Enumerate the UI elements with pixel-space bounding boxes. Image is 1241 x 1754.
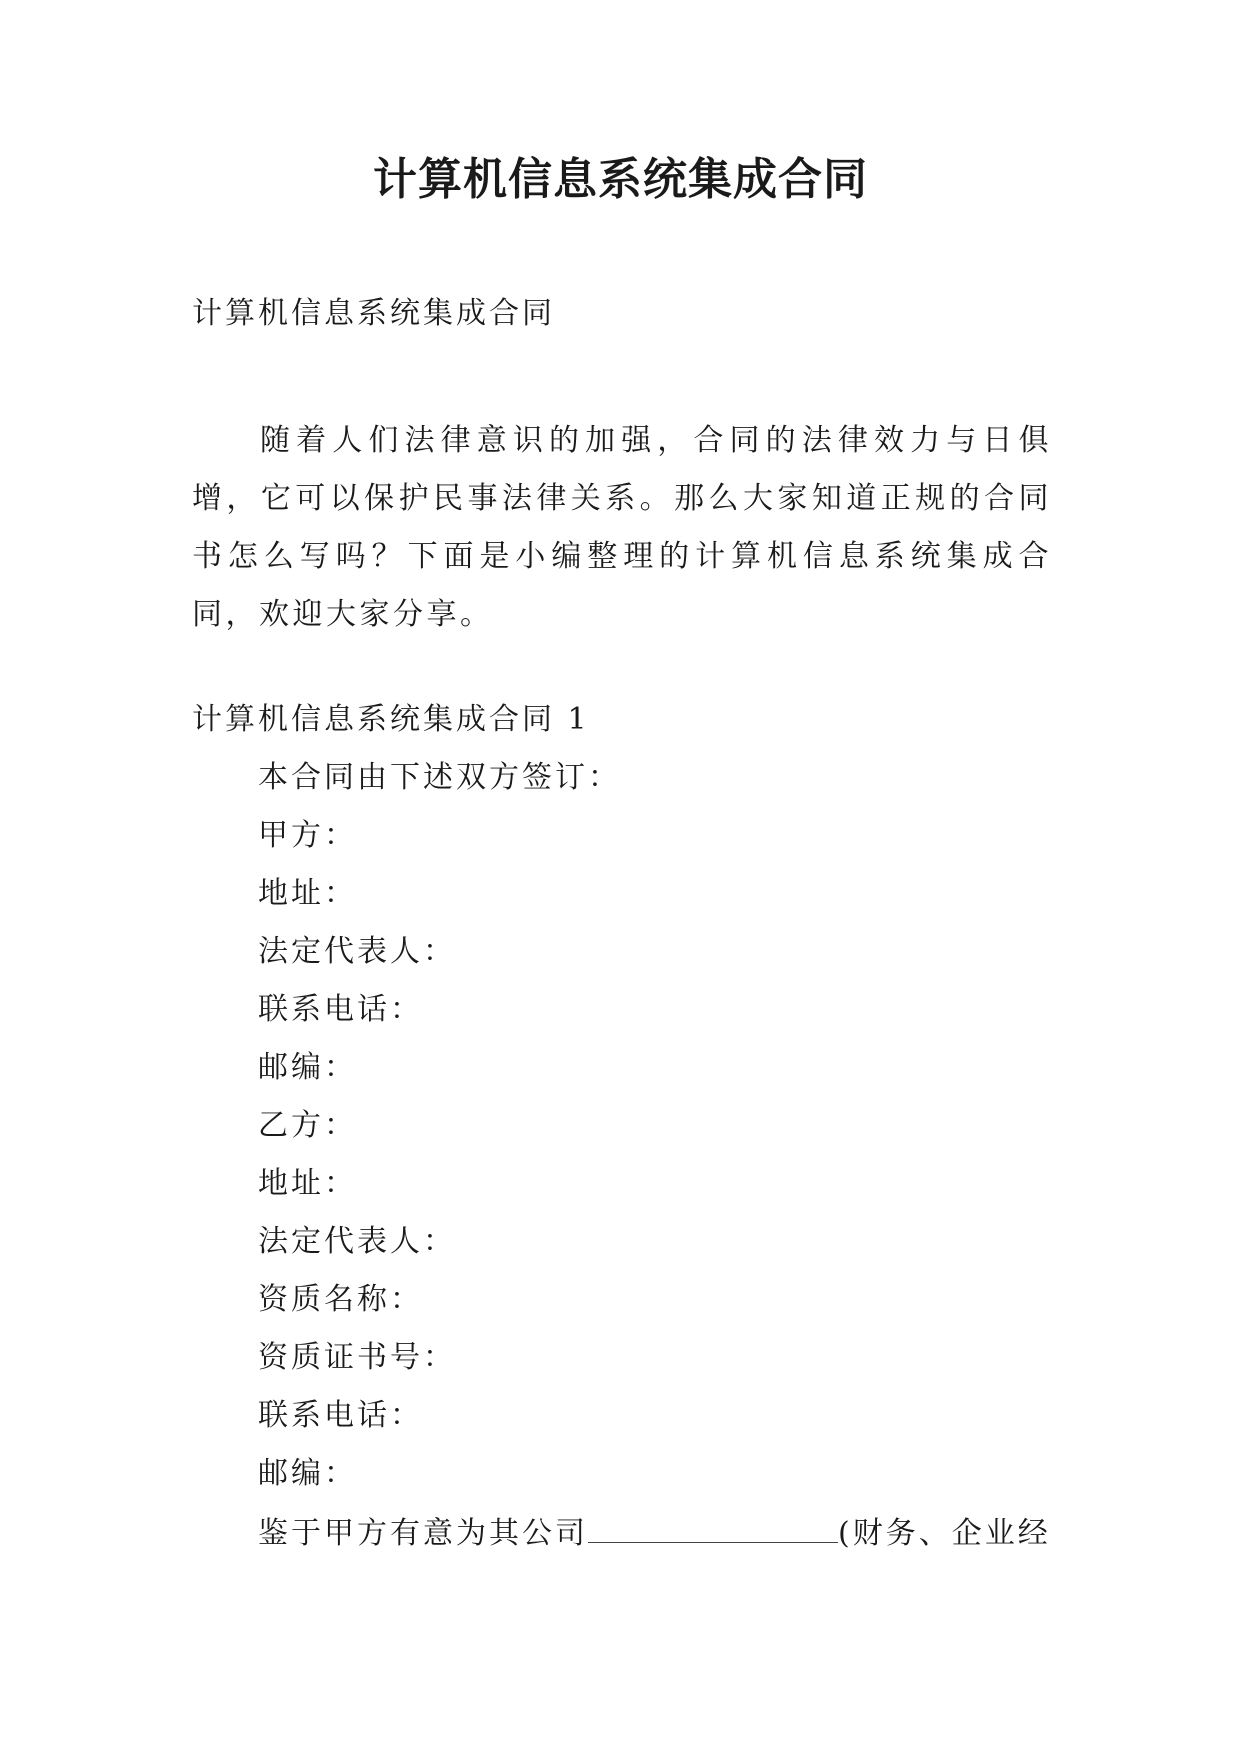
clause-line: 资质证书号： xyxy=(258,1340,456,1375)
recital-line xyxy=(258,1512,1051,1554)
recital-suffix: (财务、企业经 xyxy=(838,1516,1051,1551)
clause-line: 本合同由下述双方签订： xyxy=(258,760,621,795)
clause-line: 联系电话： xyxy=(258,1398,423,1433)
clause-line: 地址： xyxy=(258,1166,357,1201)
clause-line: 地址： xyxy=(258,876,357,911)
section-heading: 计算机信息系统集成合同 1 xyxy=(192,702,590,737)
intro-paragraph: 随着人们法律意识的加强，合同的法律效力与日俱增，它可以保护民事法律关系。那么大家知道正规的合同书怎么写吗？下面是小编整理的计算机信息系统集成合同，欢迎大家分享。 xyxy=(192,423,1052,632)
clause-line: 邮编： xyxy=(258,1050,357,1085)
clause-line: 邮编： xyxy=(258,1456,357,1491)
clause-line: 法定代表人： xyxy=(258,1224,456,1259)
clause-line: 联系电话： xyxy=(258,992,423,1027)
clause-line: 甲方： xyxy=(258,818,357,853)
clause-line: 乙方： xyxy=(258,1108,357,1143)
clause-line: 资质名称： xyxy=(258,1282,423,1317)
clause-line: 法定代表人： xyxy=(258,934,456,969)
recital-prefix: 鉴于甲方有意为其公司 xyxy=(258,1516,588,1551)
document-title: 计算机信息系统集成合同 xyxy=(373,154,868,205)
document-subtitle: 计算机信息系统集成合同 xyxy=(192,296,555,331)
fill-in-blank xyxy=(588,1512,838,1543)
